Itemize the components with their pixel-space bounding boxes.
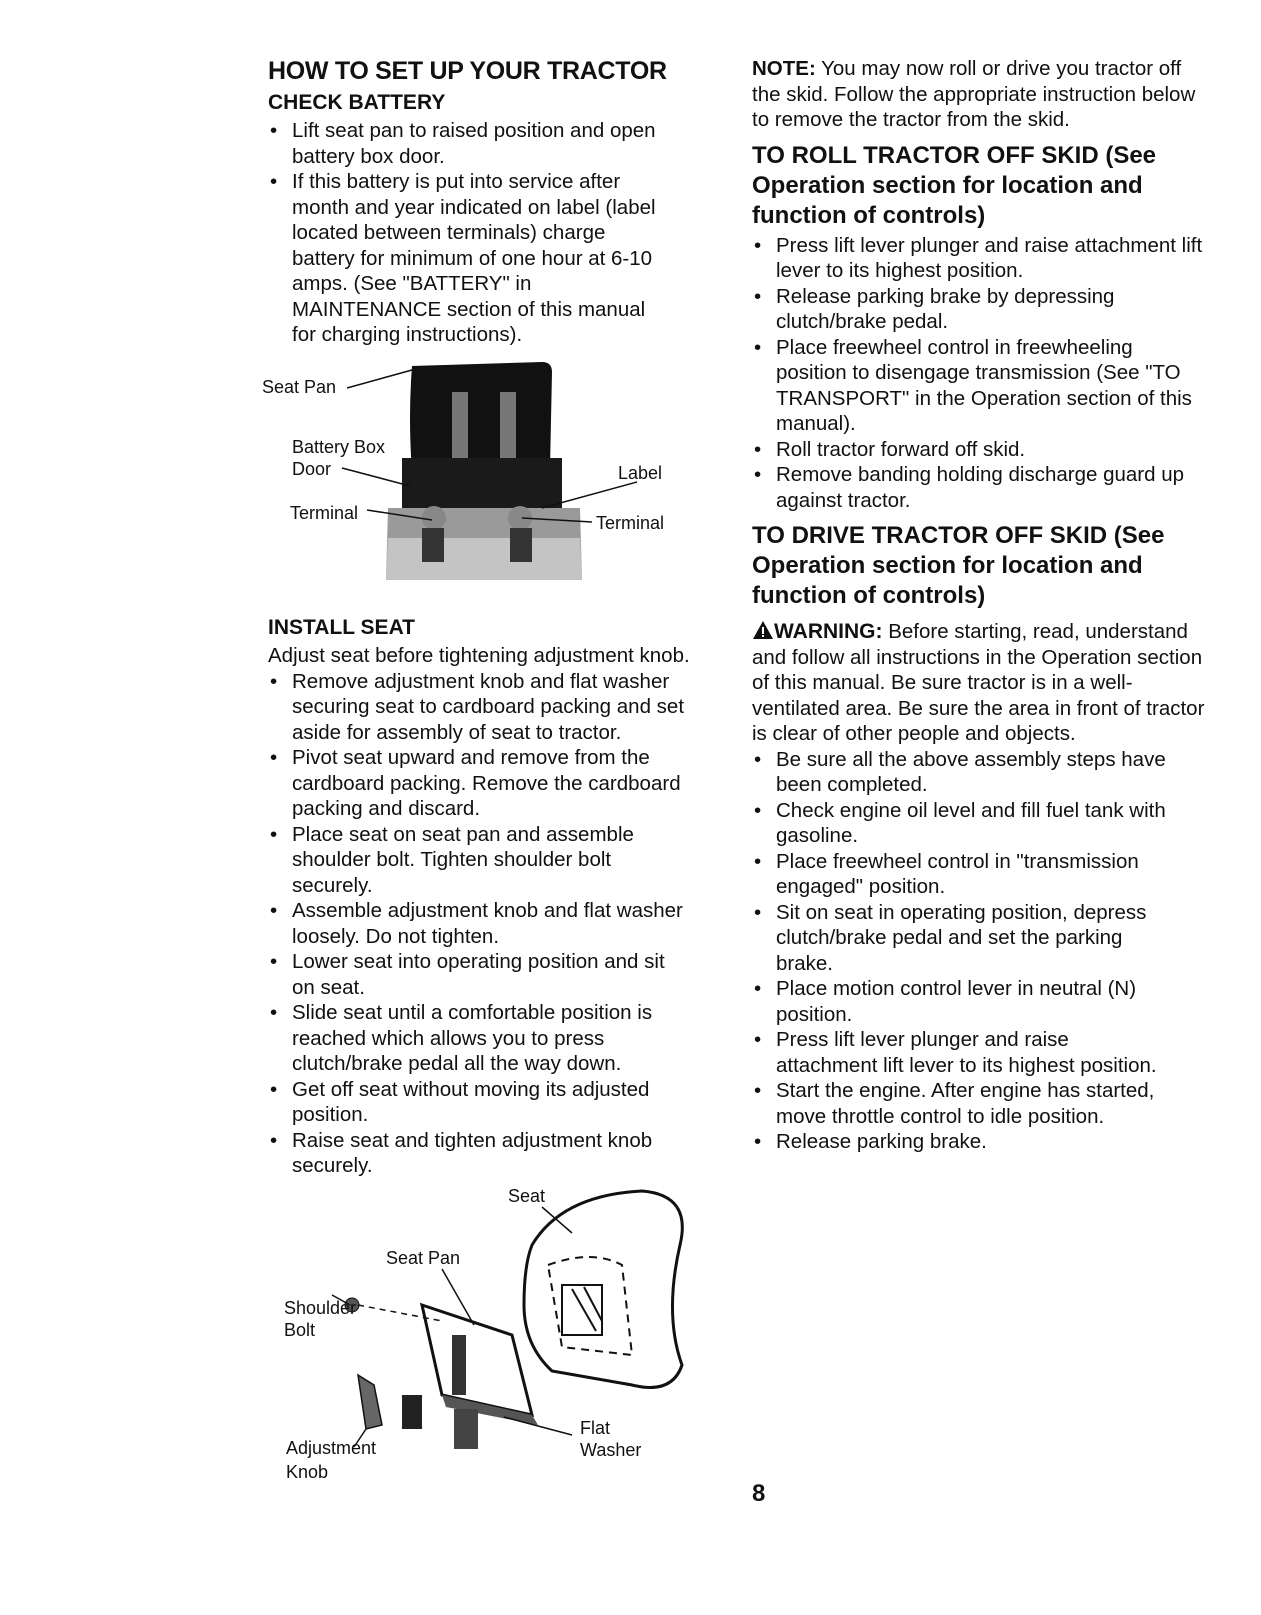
label-adjustment: Adjustment (286, 1437, 377, 1458)
page-number: 8 (752, 1480, 766, 1507)
install-seat-heading: INSTALL SEAT (268, 615, 415, 639)
note-paragraph (752, 56, 1207, 133)
install-seat-list (268, 669, 688, 1179)
list-item: • Be sure all the above assembly steps have been completed. (752, 747, 1172, 798)
label-shoulder: Shoulder (284, 1297, 357, 1318)
warning-icon (752, 620, 774, 640)
roll-off-list (752, 233, 1207, 514)
label-terminal-right: Terminal (596, 512, 665, 533)
list-item: • Sit on seat in operating position, depress clutch/brake pedal and set the parking brake. (752, 900, 1172, 977)
check-battery-list (268, 118, 708, 348)
list-item: • Raise seat and tighten adjustment knob securely. (268, 1128, 688, 1179)
label-seat-pan: Seat Pan (386, 1247, 461, 1268)
page-title: HOW TO SET UP YOUR TRACTOR (268, 57, 667, 85)
list-item: • Slide seat until a comfortable position is reached which allows you to press clutch/brake pedal all the way down. (268, 1000, 688, 1077)
drive-off-list (752, 747, 1172, 1155)
label-knob: Knob (286, 1461, 329, 1482)
list-item: • Check engine oil level and fill fuel tank with gasoline. (752, 798, 1172, 849)
list-item: • Assemble adjustment knob and flat washer loosely. Do not tighten. (268, 898, 688, 949)
list-item: • Release parking brake. (752, 1129, 1172, 1155)
list-item: • Remove banding holding discharge guard up against tractor. (752, 462, 1207, 513)
list-item: • Start the engine. After engine has started, move throttle control to idle position. (752, 1078, 1172, 1129)
list-item: • Remove adjustment knob and flat washer securing seat to cardboard packing and set aside for assembly of seat to tractor. (268, 669, 688, 746)
label-washer: Washer (580, 1439, 642, 1460)
label-battery-box: Battery Box (292, 436, 386, 457)
list-item: • Place freewheel control in "transmission engaged" position. (752, 849, 1172, 900)
list-item: • If this battery is put into service after month and year indicated on label (label located between terminals) charge battery for minimum of one hour at 6-10 amps. (See "BATTERY" in MAINTENANCE section of this manual for charging instructions). (268, 169, 672, 348)
seat-figure (262, 1185, 708, 1485)
label-terminal-left: Terminal (290, 502, 359, 523)
list-item: • Press lift lever plunger and raise attachment lift lever to its highest position. (752, 233, 1207, 284)
list-item: • Place freewheel control in freewheeling position to disengage transmission (See "TO TRANSPORT" in the Operation section of this manual). (752, 335, 1207, 437)
left-column (262, 56, 708, 1485)
label-seat-pan: Seat Pan (262, 376, 337, 397)
list-item: • Roll tractor forward off skid. (752, 437, 1207, 463)
list-item: • Lower seat into operating position and sit on seat. (268, 949, 688, 1000)
warning-paragraph (752, 619, 1207, 747)
list-item: • Lift seat pan to raised position and open battery box door. (268, 118, 708, 169)
warning-label: WARNING: (774, 620, 883, 643)
note-text: You may now roll or drive you tractor off the skid. Follow the appropriate instruction below to remove the tractor from the skid. (752, 57, 1196, 131)
battery-figure (262, 358, 708, 608)
label-label: Label (618, 462, 663, 483)
warning-text: Before starting, read, understand and follow all instructions in the Operation section of this manual. Be sure tractor is in a well-ventilated area. Be sure the area in front of tractor is clear of other people and objects. (752, 620, 1205, 745)
list-item: • Place motion control lever in neutral (N) position. (752, 976, 1172, 1027)
roll-off-heading: TO ROLL TRACTOR OFF SKID (See Operation section for location and function of controls) (752, 141, 1157, 229)
right-column (752, 56, 1207, 1155)
label-flat: Flat (580, 1417, 611, 1438)
install-seat-intro: Adjust seat before tightening adjustment knob. (268, 644, 690, 668)
label-bolt: Bolt (284, 1319, 316, 1340)
note-label: NOTE: (752, 57, 816, 80)
list-item: • Place seat on seat pan and assemble shoulder bolt. Tighten shoulder bolt securely. (268, 822, 688, 899)
drive-off-heading: TO DRIVE TRACTOR OFF SKID (See Operation section for location and function of controls) (752, 522, 1165, 609)
list-item: • Release parking brake by depressing clutch/brake pedal. (752, 284, 1207, 335)
list-item: • Get off seat without moving its adjusted position. (268, 1077, 688, 1128)
label-seat: Seat (508, 1185, 546, 1206)
label-door: Door (292, 458, 332, 479)
list-item: • Pivot seat upward and remove from the cardboard packing. Remove the cardboard packing and discard. (268, 745, 688, 822)
check-battery-heading: CHECK BATTERY (268, 91, 446, 114)
list-item: • Press lift lever plunger and raise attachment lift lever to its highest position. (752, 1027, 1172, 1078)
